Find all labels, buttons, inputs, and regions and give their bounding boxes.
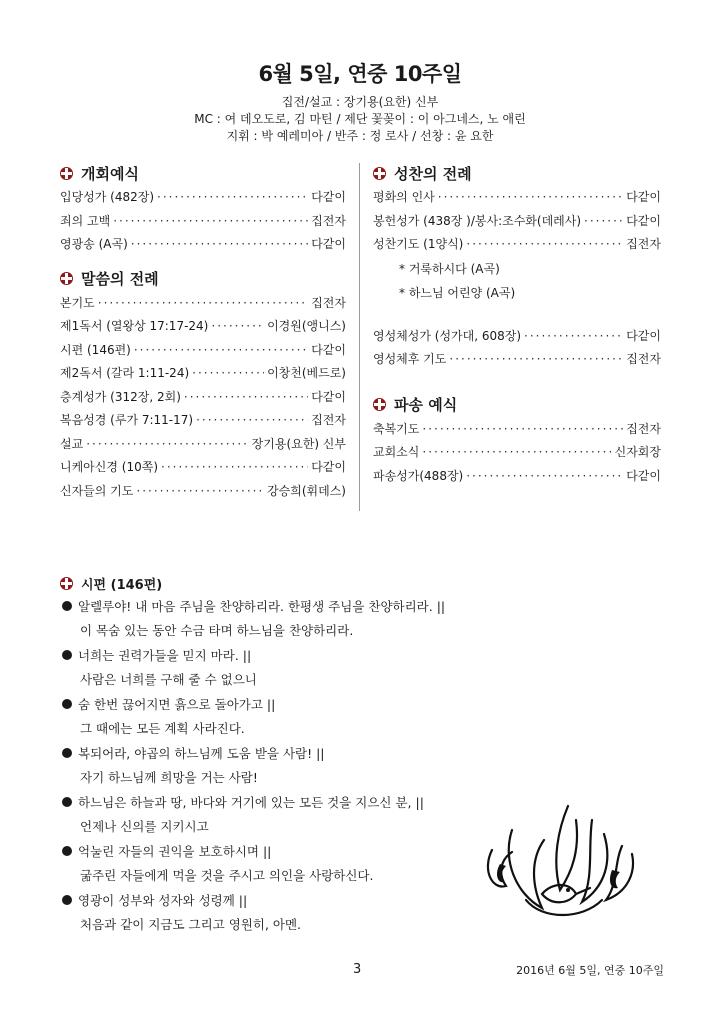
psalm-verse: 숨 한번 끊어지면 흙으로 돌아가고 || <box>60 692 480 717</box>
cross-circle-icon <box>60 577 73 590</box>
right-column <box>373 160 661 488</box>
order-row: 교회소식 ····· 신자회장 <box>373 441 661 465</box>
psalm-verse: 하느님은 하늘과 땅, 바다와 거기에 있는 모든 것을 지으신 분, || <box>60 790 480 815</box>
psalm-response: 굶주린 자들에게 먹을 것을 주시고 의인을 사랑하신다. <box>80 867 374 883</box>
section-heading-opening <box>60 160 346 186</box>
sub-item: * 거룩하시다 (A곡) <box>399 261 500 276</box>
section-title: 성찬의 전례 <box>394 164 472 183</box>
psalm-response: 이 목숨 있는 동안 수금 타며 하느님을 찬양하리라. <box>80 622 354 638</box>
psalm-verse: 복되어라, 야곱의 하느님께 도움 받을 사람! || <box>60 741 480 766</box>
credits <box>0 94 720 145</box>
column-divider <box>359 163 360 511</box>
psalm-response: 사람은 너희를 구해 줄 수 없으니 <box>80 671 257 687</box>
psalm-response: 자기 하느님께 희망을 거는 사람! <box>80 769 258 785</box>
left-column <box>60 160 346 503</box>
page-title: 6월 5일, 연중 10주일 <box>258 62 462 86</box>
bullet-dot-icon <box>62 699 72 709</box>
cross-circle-icon <box>60 272 73 285</box>
psalm-verse: 너희는 권력가들을 믿지 마라. || <box>60 643 480 668</box>
cross-circle-icon <box>373 167 386 180</box>
order-row: 제1독서 (열왕상 17:17-24) ····· 이경원(앵니스) <box>60 315 346 339</box>
cross-circle-icon <box>373 398 386 411</box>
section-title: 말씀의 전례 <box>81 270 159 288</box>
order-row: 영성체후 기도 ····· 집전자 <box>373 348 661 372</box>
section-heading-dismissal <box>373 392 661 418</box>
order-row: 니케아신경 (10쪽) ····· 다같이 <box>60 456 346 480</box>
psalm-response: 그 때에는 모든 계획 사라진다. <box>80 720 245 736</box>
dove-flame-icon <box>472 790 652 930</box>
order-row: 축복기도 ····· 집전자 <box>373 418 661 442</box>
psalm-response: 처음과 같이 지금도 그리고 영원히, 아멘. <box>80 916 302 932</box>
psalm-response: 언제나 신의를 지키시고 <box>80 818 209 834</box>
bullet-dot-icon <box>62 895 72 905</box>
order-row: 신자들의 기도 ····· 강승희(휘데스) <box>60 480 346 504</box>
psalm-verse: 억눌린 자들의 권익을 보호하시며 || <box>60 839 480 864</box>
credit-line: 지휘 : 박 예레미아 / 반주 : 정 로사 / 선창 : 윤 요한 <box>226 129 494 143</box>
order-row: 죄의 고백 ····· 집전자 <box>60 210 346 234</box>
order-row: 평화의 인사 ····· 다같이 <box>373 186 661 210</box>
order-row: 시편 (146편) ····· 다같이 <box>60 339 346 363</box>
order-row: 영성체성가 (성가대, 608장) ····· 다같이 <box>373 325 661 349</box>
order-row: 제2독서 (갈라 1:11-24) ····· 이창천(베드로) <box>60 362 346 386</box>
order-row: 층계성가 (312장, 2회) ····· 다같이 <box>60 386 346 410</box>
section-title: 시편 (146편) <box>81 577 163 593</box>
credit-line: 집전/설교 : 장기용(요한) 신부 <box>281 95 439 109</box>
section-title: 개회예식 <box>81 164 139 183</box>
psalm-verse: 영광이 성부와 성자와 성령께 || <box>60 888 480 913</box>
order-row: 입당성가 (482장) ····· 다같이 <box>60 186 346 210</box>
order-row: 파송성가(488장) ····· 다같이 <box>373 465 661 489</box>
bullet-dot-icon <box>62 650 72 660</box>
sub-item: * 하느님 어린양 (A곡) <box>399 285 516 300</box>
bullet-dot-icon <box>62 797 72 807</box>
psalm-verse: 알렐루야! 내 마음 주님을 찬양하리라. 한평생 주님을 찬양하리라. || <box>60 594 480 619</box>
cross-circle-icon <box>60 167 73 180</box>
bullet-dot-icon <box>62 601 72 611</box>
section-heading-word <box>60 266 346 292</box>
order-row: 복음성경 (루가 7:11-17) ····· 집전자 <box>60 409 346 433</box>
section-heading-psalm <box>60 572 480 594</box>
order-row: 성찬기도 (1양식) ····· 집전자 <box>373 233 661 257</box>
section-heading-eucharist <box>373 160 661 186</box>
section-title: 파송 예식 <box>394 396 458 414</box>
footer-date: 2016년 6월 5일, 연중 10주일 <box>516 964 664 977</box>
bullet-dot-icon <box>62 846 72 856</box>
credit-line: MC : 여 데오도로, 김 마틴 / 제단 꽃꽂이 : 이 아그네스, 노 애린 <box>194 112 526 126</box>
order-row: 영광송 (A곡) ····· 다같이 <box>60 233 346 257</box>
order-row: 본기도 ····· 집전자 <box>60 292 346 316</box>
order-row: 봉헌성가 (438장 )/봉사:조수화(데레사) ····· 다같이 <box>373 210 661 234</box>
order-row: 설교 ····· 장기용(요한) 신부 <box>60 433 346 457</box>
page-number: 3 <box>353 962 362 977</box>
bullet-dot-icon <box>62 748 72 758</box>
psalm-section <box>60 572 480 937</box>
